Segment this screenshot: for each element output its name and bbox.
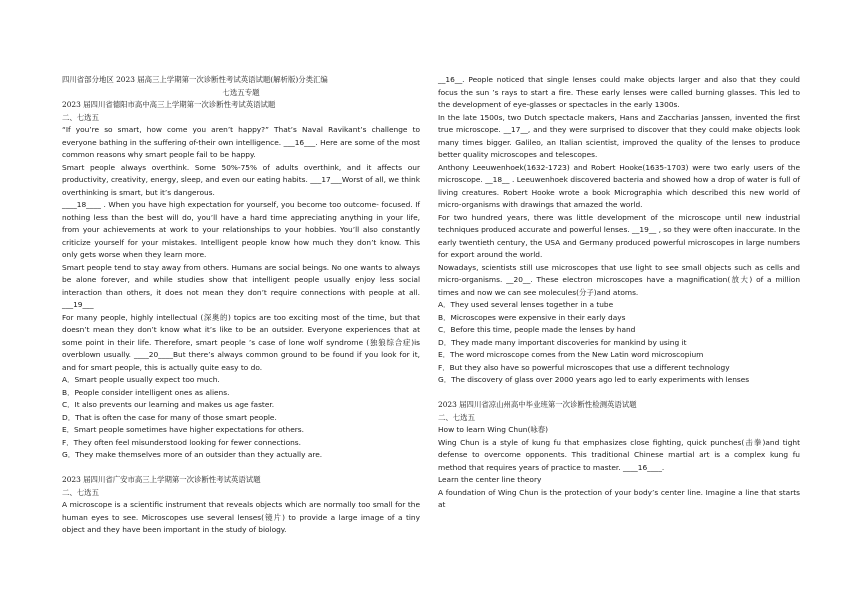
paragraph: For many people, highly intellectual (深奥的) topics are too exciting most of the time, but that doesn’t mean they don’t know what it’s like to be an outsider. Everyone experiences that at some point in their life. Therefore, smart people ’s case of lone wolf syndrome (独狼综合症)is overblown usually. ____20____But there’s always common ground to be found if you look for it, and for smart people, this is actually quite easy to do. bbox=[62, 312, 420, 372]
option-item: D．They made many important discoveries for mankind by using it bbox=[438, 337, 687, 347]
paragraph: A microscope is a scientific instrument that reveals objects which are normally too small for the human eyes to see. Microscopes use several lenses(镜片) to provide a large image of a tiny object and they have been important in the study of biology. bbox=[62, 500, 420, 534]
section-label: 二、七选五 bbox=[62, 112, 99, 122]
option-item: F．They often feel misunderstood looking for fewer connections. bbox=[62, 437, 301, 447]
subheading: Learn the center line theory bbox=[438, 475, 542, 484]
section-heading: 2023 届四川省广安市高三上学期第一次诊断性考试英语试题 bbox=[62, 475, 261, 484]
paragraph: ____18____ . When you have high expectation for yourself, you become too outcome- focused. If nothing less than the best will do, you’ll have a hard time appreciating anything in your life, from your achievements at work to your relationships to your hobbies. You’ll also constantly criticize yourself for your mistakes. Intelligent people know how much they don’t know. This only gets worse when they learn more. bbox=[62, 200, 420, 259]
paragraph: Anthony Leeuwenhoek(1632-1723) and Robert Hooke(1635-1703) were two early users of the microscope. __18__ . Leeuwenhoek discovered bacteria and showed how a drop of water is full of living creatures. Robert Hooke wrote a book Micrographia which described this new world of micro-organisms with drawings that amazed the world. bbox=[438, 162, 800, 209]
paragraph: __16__. People noticed that single lenses could make objects larger and also that they could focus the sun ’s rays to start a fire. These early lenses were called burning glasses. This led to the development of eye-glasses or spectacles in the early 1300s. bbox=[438, 75, 800, 109]
paragraph: “If you’re so smart, how come you aren’t happy?” That’s Naval Ravikant’s challenge to everyone bathing in the suffering of-their own intelligence. ___16___. Here are some of the most common reasons why smart people fail to be happy. bbox=[62, 125, 420, 159]
document-subtitle: 七选五专题 bbox=[222, 87, 260, 97]
option-item: C．It also prevents our learning and makes us age faster. bbox=[62, 400, 275, 409]
paragraph: Nowadays, scientists still use microscopes that use light to see small objects such as cells and micro-organisms. __20__. These electron microscopes have a magnification(放大) of a million times and now we can see molecules(分子)and atoms. bbox=[438, 262, 800, 297]
option-item: E．The word microscope comes from the New Latin word microscopium bbox=[438, 350, 704, 359]
option-item: B．Microscopes were expensive in their early days bbox=[438, 312, 626, 322]
option-item: G．The discovery of glass over 2000 years ago led to early experiments with lenses bbox=[438, 375, 750, 384]
option-item: D．That is often the case for many of those smart people. bbox=[62, 412, 277, 422]
paragraph: For two hundred years, there was little development of the microscope until new industrial techniques produced accurate and powerful lenses. __19__ , so they were often inaccurate. In the early twentieth century, the USA and Germany produced powerful microscopes in large numbers for export around the world. bbox=[438, 212, 800, 259]
section-label: 二、七选五 bbox=[62, 487, 99, 497]
option-item: F．But they also have so powerful microscopes that use a different technology bbox=[438, 362, 730, 372]
paragraph: Wing Chun is a style of kung fu that emphasizes close fighting, quick punches(击拳)and tight defense to overcome opponents. This traditional Chinese martial art is a complex kung fu method that requires years of practice to master. ____16____. bbox=[438, 437, 800, 472]
paragraph: In the late 1500s, two Dutch spectacle makers, Hans and Zaccharias Janssen, invented the first true microscope. __17__, and they were surprised to discover that they could make objects look many times bigger. Galileo, an Italian scientist, improved the quality of the lenses to produce better quality microscopes and telescopes. bbox=[438, 112, 800, 159]
option-item: E．Smart people sometimes have higher expectations for others. bbox=[62, 425, 304, 434]
section-label: 二、七选五 bbox=[438, 412, 475, 422]
spacer bbox=[438, 387, 800, 400]
right-column bbox=[438, 74, 800, 512]
passage-title: How to learn Wing Chun(咏春) bbox=[438, 425, 548, 434]
option-item: B．People consider intelligent ones as aliens. bbox=[62, 387, 230, 397]
paragraph: A foundation of Wing Chun is the protection of your body’s center line. Imagine a line that starts at bbox=[438, 487, 800, 509]
option-item: G．They make themselves more of an outsider than they actually are. bbox=[62, 450, 323, 459]
paragraph: Smart people tend to stay away from others. Humans are social beings. No one wants to always be alone forever, and while studies show that intelligent people usually enjoy less social interaction than others, it does not mean they don’t require connections with people at all. ___19___ bbox=[62, 262, 420, 309]
spacer bbox=[62, 462, 420, 475]
section-heading: 2023 届四川省德阳市高中高三上学期第一次诊断性考试英语试题 bbox=[62, 100, 276, 109]
option-item: C．Before this time, people made the lenses by hand bbox=[438, 325, 636, 334]
option-item: A．Smart people usually expect too much. bbox=[62, 375, 220, 384]
section-heading: 2023 届四川省凉山州高中毕业班第一次诊断性检测英语试题 bbox=[438, 400, 637, 409]
left-column bbox=[62, 74, 420, 537]
document-title: 四川省部分地区 2023 届高三上学期第一次诊断性考试英语试题(解析版)分类汇编 bbox=[62, 75, 328, 84]
paragraph: Smart people always overthink. Some 50%-75% of adults overthink, and it affects our productivity, creativity, energy, sleep, and even our eating habits. ___17___Worst of all, we think overthinking is smart, but it’s dangerous. bbox=[62, 162, 420, 197]
option-item: A．They used several lenses together in a tube bbox=[438, 300, 614, 309]
